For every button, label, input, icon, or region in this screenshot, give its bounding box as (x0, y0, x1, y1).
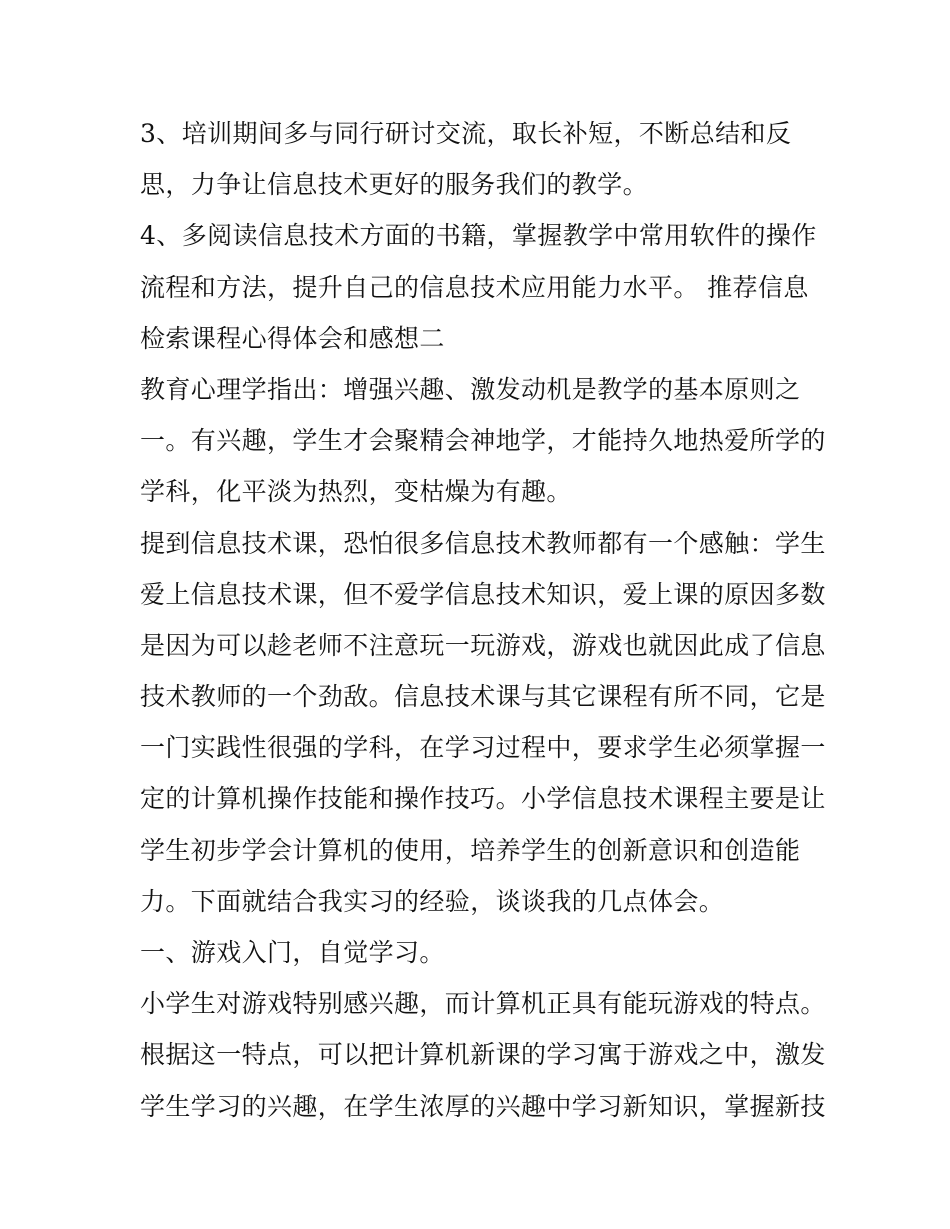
text-line-14: 定的计算机操作技能和操作技巧。小学信息技术课程主要是让 (140, 784, 826, 814)
text-line-16: 力。下面就结合我实习的经验，谈谈我的几点体会。 (140, 886, 725, 916)
text-line-7: 一。有兴趣，学生才会聚精会神地学，才能持久地热爱所学的 (140, 426, 826, 456)
text-line-13: 一门实践性很强的学科，在学习过程中，要求学生必须掌握一 (140, 733, 826, 763)
text-line-3: 4、多阅读信息技术方面的书籍，掌握教学中常用软件的操作 (140, 221, 817, 251)
text-line-18: 小学生对游戏特别感兴趣，而计算机正具有能玩游戏的特点。 (140, 989, 826, 1019)
subsection-heading: 一、游戏入门，自觉学习。 (140, 938, 445, 967)
text-line-9: 提到信息技术课，恐怕很多信息技术教师都有一个感触：学生 (140, 528, 826, 558)
text-line-4: 流程和方法，提升自己的信息技术应用能力水平。 推荐信息 (140, 272, 809, 302)
text-line-8: 学科，化平淡为热烈，变枯燥为有趣。 (140, 477, 572, 507)
text-line-19: 根据这一特点，可以把计算机新课的学习寓于游戏之中，激发 (140, 1040, 826, 1070)
text-line-15: 学生初步学会计算机的使用，培养学生的创新意识和创造能 (140, 835, 801, 865)
text-line-12: 技术教师的一个劲敌。信息技术课与其它课程有所不同，它是 (140, 682, 826, 712)
section-heading: 检索课程心得体会和感想二 (140, 323, 445, 353)
text-line-10: 爱上信息技术课，但不爱学信息技术知识，爱上课的原因多数 (140, 579, 826, 609)
text-line-2: 思，力争让信息技术更好的服务我们的教学。 (140, 170, 649, 200)
document-body (140, 108, 826, 1132)
text-line-20: 学生学习的兴趣，在学生浓厚的兴趣中学习新知识，掌握新技 (140, 1091, 826, 1121)
text-line-6: 教育心理学指出：增强兴趣、激发动机是教学的基本原则之 (140, 374, 801, 404)
text-line-11: 是因为可以趁老师不注意玩一玩游戏，游戏也就因此成了信息 (140, 630, 826, 660)
text-line-1: 3、培训期间多与同行研讨交流，取长补短，不断总结和反 (140, 119, 792, 148)
